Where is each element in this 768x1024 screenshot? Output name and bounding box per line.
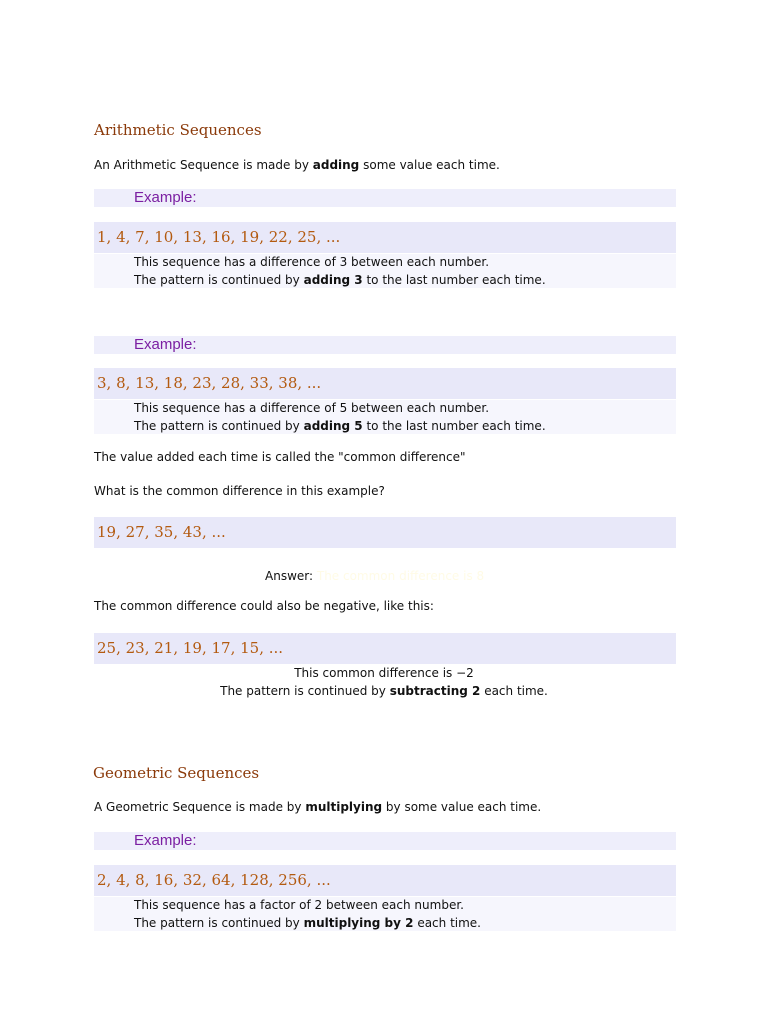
example-bar <box>94 189 676 207</box>
negative-difference-note: The common difference could also be negative, like this: <box>94 599 434 613</box>
answer[interactable] <box>265 569 484 583</box>
negative-sequence-box <box>94 633 676 664</box>
arithmetic-intro: An Arithmetic Sequence is made by adding some value each time. <box>94 158 500 172</box>
sequence-description <box>94 897 676 931</box>
description-line: The pattern is continued by adding 5 to the last number each time. <box>134 419 546 433</box>
common-difference-note: The value added each time is called the "common difference" <box>94 450 466 464</box>
sequence-text: 1, 4, 7, 10, 13, 16, 19, 22, 25, ... <box>97 228 341 246</box>
sequence-text: 19, 27, 35, 43, ... <box>97 523 226 541</box>
arithmetic-title: Arithmetic Sequences <box>94 121 262 139</box>
geometric-title: Geometric Sequences <box>93 764 260 782</box>
sequence-text: 25, 23, 21, 19, 17, 15, ... <box>97 639 284 657</box>
description-line: This sequence has a difference of 5 between each number. <box>134 401 490 415</box>
sequence-text: 3, 8, 13, 18, 23, 28, 33, 38, ... <box>97 374 322 392</box>
answer-label: Answer: <box>265 569 314 583</box>
description-line: The pattern is continued by multiplying by 2 each time. <box>134 916 481 930</box>
answer-hidden-text[interactable]: The common difference is 8 <box>316 569 485 583</box>
example-label: Example: <box>134 832 197 849</box>
description-line: This sequence has a factor of 2 between each number. <box>134 898 464 912</box>
negative-line-1: This common difference is −2 <box>294 666 474 680</box>
example-label: Example: <box>134 189 197 206</box>
question-text: What is the common difference in this example? <box>94 484 385 498</box>
sequence-text: 2, 4, 8, 16, 32, 64, 128, 256, ... <box>97 871 331 889</box>
sequence-box <box>94 368 676 399</box>
example-bar <box>94 336 676 354</box>
sequence-box <box>94 865 676 896</box>
negative-line-2: The pattern is continued by subtracting 2 each time. <box>220 684 548 698</box>
description-line: This sequence has a difference of 3 between each number. <box>134 255 490 269</box>
description-line: The pattern is continued by adding 3 to the last number each time. <box>134 273 546 287</box>
example-bar <box>94 832 676 850</box>
question-sequence-box <box>94 517 676 548</box>
sequence-box <box>94 222 676 253</box>
example-label: Example: <box>134 336 197 353</box>
geometric-intro: A Geometric Sequence is made by multiplying by some value each time. <box>94 800 542 814</box>
sequence-description <box>94 400 676 434</box>
sequence-description <box>94 254 676 288</box>
